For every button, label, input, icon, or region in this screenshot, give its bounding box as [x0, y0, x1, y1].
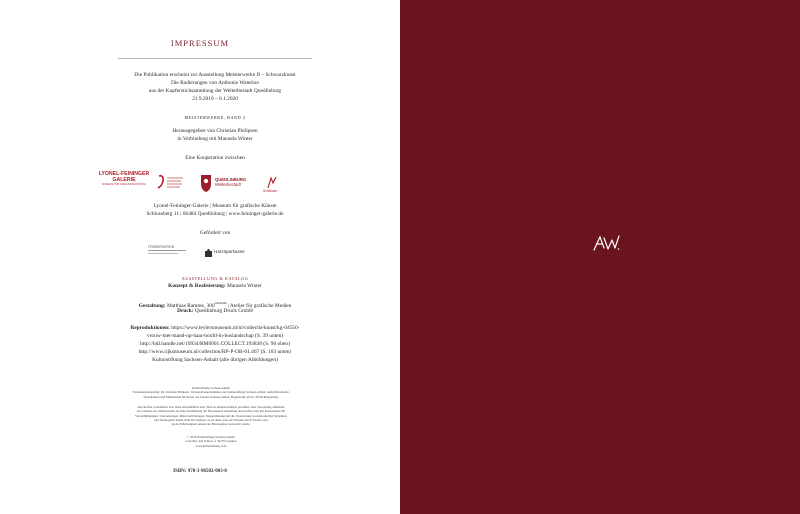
- series-label: MEISTERWERKE, BAND 2: [184, 115, 246, 120]
- sparkasse-logo: [205, 248, 261, 258]
- fine-line: der Grenzen des Urheberrechts ist ohne Zustimmung der Herausgeber unzulässig und strafbar. Das gilt insbesondere für: [136, 409, 286, 414]
- print-value: Quedlinburg Druck GmbH: [194, 308, 253, 314]
- feininger-logo-line1: LYONEL-FEININGER: [98, 171, 150, 177]
- credits-section-label: AUSSTELLUNG & KATALOG: [181, 276, 249, 281]
- quedlinburg-logo-line2: Welterbestadt: [215, 182, 241, 187]
- repro-line: http://www.rijksmuseum.nl/collection/RP-P-OB-61.467 (S. 103 unten): [138, 348, 292, 355]
- print-label: Druck:: [177, 308, 194, 314]
- repro-line: [40, 325, 390, 333]
- quedlinburg-logo-line1: QUEDLINBURG: [215, 177, 247, 182]
- design-label: Gestaltung:: [138, 302, 166, 309]
- editors-line: in Verbindung mit Manuela Winter: [177, 135, 253, 142]
- print-line: [40, 308, 390, 316]
- fine-line: grobe Fahrlässigkeit seitens der Herausgeber verursacht wurde.: [171, 422, 251, 427]
- address-line: Schlossberg 11 | 06484 Quedlinburg | www.feininger-galerie.de: [146, 210, 284, 217]
- address-text: [40, 203, 390, 219]
- fine-line: Leiterhof, Am Schloss 4, 39279 Leitzkau: [185, 439, 237, 444]
- isbn-number: ISBN: 978-3-96502-003-0: [173, 469, 227, 474]
- intro-line: Die Publikation erscheint zur Ausstellung Meisterwerke II – Schwarzkunst: [134, 72, 296, 78]
- repro-line: vrouw-met-mand-op-haar-hoofd-in-boslandschap (S. 39 unten): [146, 332, 284, 339]
- editors-line: Herausgegeben von Christian Philipsen: [172, 128, 258, 134]
- repro-label: Reproduktionen:: [130, 325, 170, 331]
- feininger-logo-sub: MUSEUM FÜR GRAFISCHE KÜNSTE: [102, 183, 146, 187]
- fine-print-org: [95, 386, 327, 399]
- design-superscript: GRAMM: [214, 301, 227, 305]
- partner-logos: [95, 172, 335, 194]
- sparkasse-text: Harzsparkasse: [214, 249, 245, 254]
- fine-print-copyright: [95, 435, 327, 448]
- intro-text: [40, 72, 390, 104]
- feininger-emblem-icon: [155, 172, 187, 194]
- page-title: IMPRESSUM: [170, 38, 230, 48]
- fine-line: Die Herausgeber haben nicht für Schäden, es sei denn, dass ein Schaden durch Vorsatz oder: [154, 417, 268, 422]
- design-value: Matthias Ramme, 300: [166, 302, 215, 309]
- intro-line: aus der Kupferstichsammlung der Welterbestadt Quedlinburg: [148, 87, 282, 94]
- fine-line: Staatskanzlei und Ministerium für Kultur des Landes Sachsen-Anhalt, Hegelstraße 40-42, 39104 Magdeburg.: [143, 394, 279, 399]
- address-line: Lyonel-Feininger-Galerie | Museum für grafische Künste: [153, 203, 277, 209]
- schloesser-logo-text: Schlösser: [263, 189, 278, 193]
- aw-monogram-icon: [592, 233, 620, 253]
- repro-value: https://www.teylersmuseum.nl/nl/collectie/kunst/kg-04550-: [171, 325, 300, 331]
- repro-line: Kulturstiftung Sachsen-Anhalt (alle übrigen Abbildungen): [152, 356, 278, 363]
- fine-line: Vertretungsberechtigt: Dr. Christian Philipsen, Vorstand/Generaldirektor der Kulturstiftung Sachsen-Anhalt. Aufsichtsbehörde:: [132, 390, 290, 395]
- right-page: [400, 0, 800, 514]
- fine-line: Alle Rechte vorbehalten. Das Werk einschließlich aller Teile ist urheberrechtlich geschützt. Jede Verwertung außerhalb: [137, 405, 285, 409]
- fine-line: © 2019 Kulturstiftung Sachsen-Anhalt: [187, 435, 235, 439]
- intro-line: Die Radierungen von Anthonie Waterloo: [170, 79, 260, 86]
- fine-print-rights: [95, 405, 327, 426]
- fine-line: www.kulturstiftung-st.de: [195, 443, 227, 448]
- editors-text: [40, 128, 390, 144]
- title-divider: [118, 58, 312, 59]
- repro-line: http://hdl.handle.net/10934/RM0001.COLLECT.193838 (S. 90 oben): [140, 340, 290, 347]
- foerderverein-text: FÖRDERVEREIN: [148, 245, 175, 249]
- sparkasse-icon: [205, 249, 212, 257]
- foerderverein-logo: [148, 245, 190, 254]
- quedlinburg-logo: [215, 177, 259, 199]
- feininger-logo: [95, 172, 153, 194]
- fine-line: Vervielfältigungen, Übersetzungen, Mikroverfilmungen, Einspeicherung und die Verarbeitung in elektronischen Systemen.: [134, 413, 288, 418]
- foerderverein-rule: [148, 250, 186, 251]
- concept-line: [40, 283, 390, 291]
- foerderverein-rule: [148, 253, 178, 254]
- funded-by-text: Gefördert von: [199, 230, 231, 236]
- feininger-logo-line2: GALERIE: [112, 176, 136, 183]
- intro-line: 21.9.2019 – 6.1.2020: [192, 95, 238, 102]
- quedlinburg-crest-icon: [199, 172, 213, 194]
- cooperation-text: Eine Kooperation zwischen: [185, 155, 245, 161]
- concept-label: Konzept & Realisierung:: [168, 283, 226, 289]
- reproductions-text: [40, 325, 390, 365]
- fine-line: Kulturstiftung Sachsen-Anhalt: [192, 386, 230, 390]
- concept-value: Manuela Winter: [226, 283, 262, 289]
- design-value-end: | Atelier für grafische Medien: [227, 302, 292, 309]
